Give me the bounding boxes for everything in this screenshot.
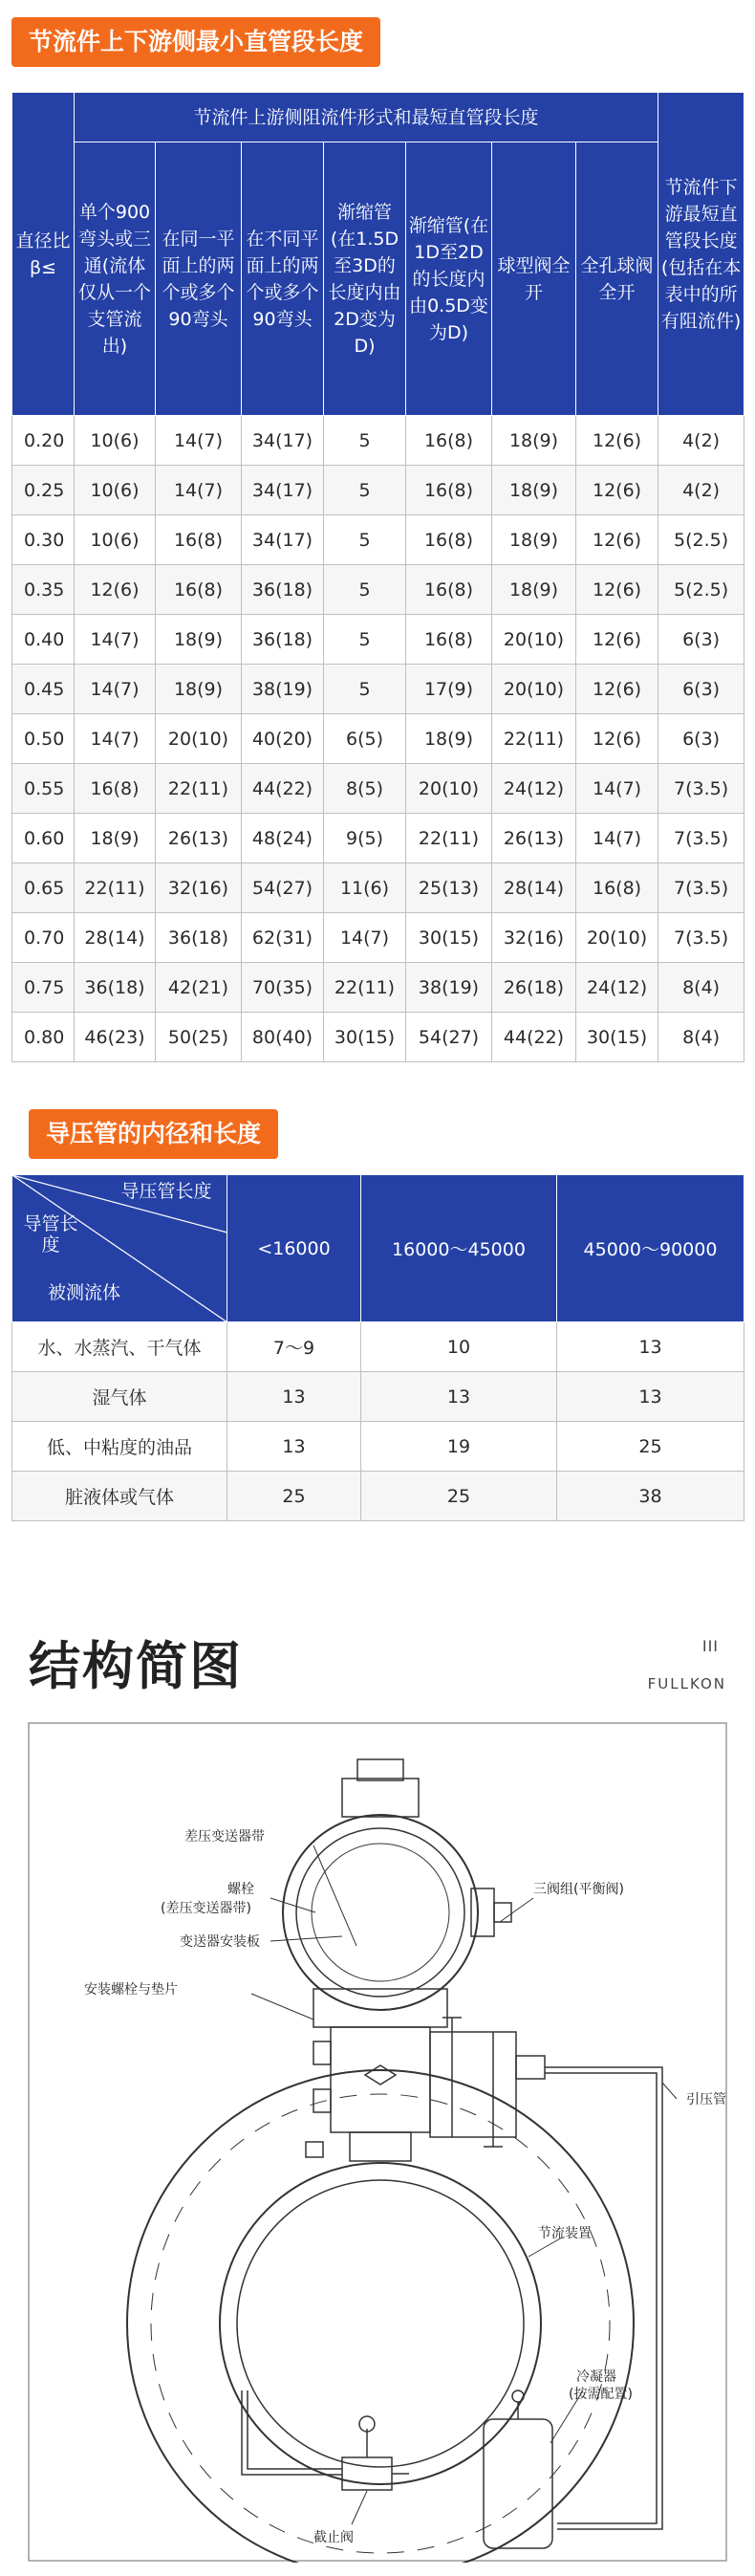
length-cell: 6(5)	[324, 714, 406, 764]
length-cell: 5	[324, 416, 406, 466]
length-cell: 16(8)	[156, 565, 242, 615]
length-cell: 32(16)	[492, 913, 576, 963]
diameter-cell: 38	[557, 1472, 744, 1521]
length-cell: 30(15)	[406, 913, 492, 963]
impulse-pipe-table	[11, 1174, 744, 1521]
length-cell: 5(2.5)	[658, 565, 744, 615]
diameter-cell: 13	[361, 1372, 557, 1422]
section2-title: 导压管的内径和长度	[29, 1109, 278, 1159]
sub-header: 渐缩管(在1.5D至3D的长度内由2D变为D)	[324, 142, 406, 416]
three-valve-shape	[430, 2018, 545, 2147]
length-cell: 46(23)	[75, 1013, 156, 1062]
ratio-cell: 0.35	[12, 565, 75, 615]
length-cell: 12(6)	[576, 615, 658, 665]
label-mount-plate: 变送器安装板	[180, 1934, 260, 1950]
label-condenser: 冷凝器	[576, 2369, 616, 2385]
length-cell: 18(9)	[156, 615, 242, 665]
ratio-cell: 0.40	[12, 615, 75, 665]
diameter-cell: 25	[227, 1472, 361, 1521]
label-transmitter-band: 差压变送器带	[184, 1829, 265, 1845]
diameter-cell: 25	[361, 1472, 557, 1521]
length-cell: 26(18)	[492, 963, 576, 1013]
upstream-group-header: 节流件上游侧阻流件形式和最短直管段长度	[75, 93, 658, 142]
table-row	[12, 963, 744, 1013]
length-cell: 28(14)	[75, 913, 156, 963]
length-cell: 22(11)	[156, 764, 242, 814]
diameter-cell: 13	[227, 1422, 361, 1472]
diag-top-label: 导压管长度	[120, 1181, 212, 1202]
length-cell: 62(31)	[242, 913, 324, 963]
table-row	[12, 1013, 744, 1062]
length-cell: 10(6)	[75, 515, 156, 565]
ratio-cell: 0.30	[12, 515, 75, 565]
table-row	[12, 665, 744, 714]
length-cell: 14(7)	[324, 913, 406, 963]
length-cell: 20(10)	[492, 615, 576, 665]
ratio-cell: 0.75	[12, 963, 75, 1013]
length-cell: 20(10)	[492, 665, 576, 714]
section1-title: 节流件上下游侧最小直管段长度	[11, 17, 380, 67]
length-cell: 20(10)	[576, 913, 658, 963]
diameter-cell: 19	[361, 1422, 557, 1472]
structure-diagram	[27, 1721, 728, 2563]
length-cell: 8(5)	[324, 764, 406, 814]
length-cell: 14(7)	[75, 665, 156, 714]
length-cell: 6(3)	[658, 665, 744, 714]
table-row	[12, 1372, 744, 1422]
range-header: <16000	[227, 1175, 361, 1322]
length-cell: 36(18)	[242, 615, 324, 665]
sub-header: 在不同平面上的两个或多个90弯头	[242, 142, 324, 416]
length-cell: 18(9)	[492, 565, 576, 615]
table-row	[12, 416, 744, 466]
length-cell: 14(7)	[75, 714, 156, 764]
fluid-cell: 水、水蒸汽、干气体	[12, 1322, 227, 1372]
label-bolt-sub: (差压变送器带)	[161, 1901, 251, 1916]
diameter-cell: 13	[227, 1372, 361, 1422]
length-cell: 8(4)	[658, 1013, 744, 1062]
diameter-cell: 13	[557, 1372, 744, 1422]
label-condenser-sub: (按需配置)	[569, 2387, 633, 2402]
fluid-cell: 低、中粘度的油品	[12, 1422, 227, 1472]
length-cell: 7(3.5)	[658, 814, 744, 863]
length-cell: 5	[324, 515, 406, 565]
length-cell: 14(7)	[75, 615, 156, 665]
label-throttle-device: 节流装置	[538, 2226, 592, 2241]
length-cell: 42(21)	[156, 963, 242, 1013]
condenser-shape	[484, 2390, 552, 2548]
ratio-cell: 0.25	[12, 466, 75, 515]
table-row	[12, 814, 744, 863]
length-cell: 24(12)	[492, 764, 576, 814]
length-cell: 36(18)	[156, 913, 242, 963]
table-row	[12, 714, 744, 764]
length-cell: 25(13)	[406, 863, 492, 913]
length-cell: 5(2.5)	[658, 515, 744, 565]
length-cell: 38(19)	[242, 665, 324, 714]
length-cell: 5	[324, 615, 406, 665]
length-cell: 8(4)	[658, 963, 744, 1013]
length-cell: 12(6)	[75, 565, 156, 615]
fluid-cell: 脏液体或气体	[12, 1472, 227, 1521]
length-cell: 30(15)	[324, 1013, 406, 1062]
length-cell: 16(8)	[156, 515, 242, 565]
length-cell: 30(15)	[576, 1013, 658, 1062]
length-cell: 17(9)	[406, 665, 492, 714]
label-three-valve: 三阀组(平衡阀)	[533, 1882, 624, 1897]
length-cell: 16(8)	[406, 565, 492, 615]
length-cell: 16(8)	[75, 764, 156, 814]
label-stop-valve: 截止阀	[313, 2530, 354, 2545]
ratio-cell: 0.80	[12, 1013, 75, 1062]
straight-pipe-length-table	[11, 92, 744, 1062]
ratio-cell: 0.20	[12, 416, 75, 466]
length-cell: 5	[324, 565, 406, 615]
section3-title: 结构简图	[29, 1636, 243, 1696]
length-cell: 18(9)	[492, 416, 576, 466]
diagonal-header-cell	[12, 1175, 227, 1322]
brand-name: FULLKON	[647, 1675, 726, 1692]
length-cell: 22(11)	[492, 714, 576, 764]
length-cell: 16(8)	[576, 863, 658, 913]
table-row	[12, 466, 744, 515]
ratio-cell: 0.55	[12, 764, 75, 814]
length-cell: 9(5)	[324, 814, 406, 863]
brand-mark-icon: III	[701, 1637, 719, 1655]
length-cell: 18(9)	[492, 466, 576, 515]
length-cell: 10(6)	[75, 416, 156, 466]
diameter-cell: 13	[557, 1322, 744, 1372]
range-header: 45000～90000	[557, 1175, 744, 1322]
length-cell: 18(9)	[406, 714, 492, 764]
table-row	[12, 1322, 744, 1372]
length-cell: 16(8)	[406, 416, 492, 466]
length-cell: 12(6)	[576, 714, 658, 764]
label-impulse-pipe: 引压管	[686, 2092, 726, 2107]
length-cell: 16(8)	[406, 615, 492, 665]
length-cell: 50(25)	[156, 1013, 242, 1062]
diameter-cell: 25	[557, 1422, 744, 1472]
length-cell: 32(16)	[156, 863, 242, 913]
ratio-cell: 0.60	[12, 814, 75, 863]
sub-header: 在同一平面上的两个或多个90弯头	[156, 142, 242, 416]
length-cell: 80(40)	[242, 1013, 324, 1062]
label-mount-bolt: 安装螺栓与垫片	[84, 1982, 178, 1997]
length-cell: 12(6)	[576, 515, 658, 565]
stop-valve-shape	[342, 2416, 409, 2490]
length-cell: 4(2)	[658, 416, 744, 466]
diag-bottom-label: 被测流体	[47, 1282, 120, 1303]
diag-mid-label: 导管长度	[23, 1213, 78, 1255]
length-cell: 54(27)	[242, 863, 324, 913]
length-cell: 70(35)	[242, 963, 324, 1013]
table-row	[12, 615, 744, 665]
length-cell: 24(12)	[576, 963, 658, 1013]
mount-plate-shape	[306, 2027, 430, 2161]
length-cell: 20(10)	[156, 714, 242, 764]
length-cell: 14(7)	[576, 814, 658, 863]
length-cell: 4(2)	[658, 466, 744, 515]
length-cell: 36(18)	[242, 565, 324, 615]
sub-header: 全孔球阀全开	[576, 142, 658, 416]
length-cell: 5	[324, 665, 406, 714]
length-cell: 40(20)	[242, 714, 324, 764]
table-row	[12, 1472, 744, 1521]
downstream-header: 节流件下游最短直管段长度(包括在本表中的所有阻流件)	[658, 93, 744, 416]
length-cell: 22(11)	[406, 814, 492, 863]
length-cell: 16(8)	[406, 466, 492, 515]
ratio-cell: 0.65	[12, 863, 75, 913]
length-cell: 16(8)	[406, 515, 492, 565]
sub-header: 单个900弯头或三通(流体仅从一个支管流出)	[75, 142, 156, 416]
diameter-cell: 7～9	[227, 1322, 361, 1372]
length-cell: 34(17)	[242, 466, 324, 515]
length-cell: 44(22)	[492, 1013, 576, 1062]
length-cell: 12(6)	[576, 466, 658, 515]
length-cell: 44(22)	[242, 764, 324, 814]
length-cell: 48(24)	[242, 814, 324, 863]
length-cell: 26(13)	[156, 814, 242, 863]
throttle-device-shape	[127, 2070, 634, 2563]
table-row	[12, 565, 744, 615]
range-header: 16000～45000	[361, 1175, 557, 1322]
fluid-cell: 湿气体	[12, 1372, 227, 1422]
length-cell: 34(17)	[242, 416, 324, 466]
length-cell: 14(7)	[576, 764, 658, 814]
table-row	[12, 764, 744, 814]
length-cell: 11(6)	[324, 863, 406, 913]
diameter-cell: 10	[361, 1322, 557, 1372]
length-cell: 14(7)	[156, 416, 242, 466]
length-cell: 38(19)	[406, 963, 492, 1013]
table-row	[12, 863, 744, 913]
table-row	[12, 913, 744, 963]
length-cell: 6(3)	[658, 615, 744, 665]
length-cell: 14(7)	[156, 466, 242, 515]
table-row	[12, 515, 744, 565]
length-cell: 18(9)	[156, 665, 242, 714]
length-cell: 5	[324, 466, 406, 515]
length-cell: 22(11)	[324, 963, 406, 1013]
ratio-cell: 0.70	[12, 913, 75, 963]
length-cell: 36(18)	[75, 963, 156, 1013]
length-cell: 54(27)	[406, 1013, 492, 1062]
length-cell: 6(3)	[658, 714, 744, 764]
length-cell: 20(10)	[406, 764, 492, 814]
table-row	[12, 1422, 744, 1472]
length-cell: 12(6)	[576, 416, 658, 466]
label-bolt: 螺栓	[227, 1882, 254, 1897]
length-cell: 26(13)	[492, 814, 576, 863]
length-cell: 22(11)	[75, 863, 156, 913]
sub-header: 球型阀全开	[492, 142, 576, 416]
length-cell: 18(9)	[492, 515, 576, 565]
length-cell: 7(3.5)	[658, 913, 744, 963]
length-cell: 12(6)	[576, 565, 658, 615]
length-cell: 7(3.5)	[658, 764, 744, 814]
length-cell: 7(3.5)	[658, 863, 744, 913]
length-cell: 34(17)	[242, 515, 324, 565]
ratio-cell: 0.50	[12, 714, 75, 764]
sub-header: 渐缩管(在1D至2D的长度内由0.5D变为D)	[406, 142, 492, 416]
ratio-cell: 0.45	[12, 665, 75, 714]
length-cell: 12(6)	[576, 665, 658, 714]
length-cell: 10(6)	[75, 466, 156, 515]
transmitter-shape	[283, 1759, 511, 2027]
length-cell: 18(9)	[75, 814, 156, 863]
length-cell: 28(14)	[492, 863, 576, 913]
col-ratio-header: 直径比β≤	[12, 93, 75, 416]
